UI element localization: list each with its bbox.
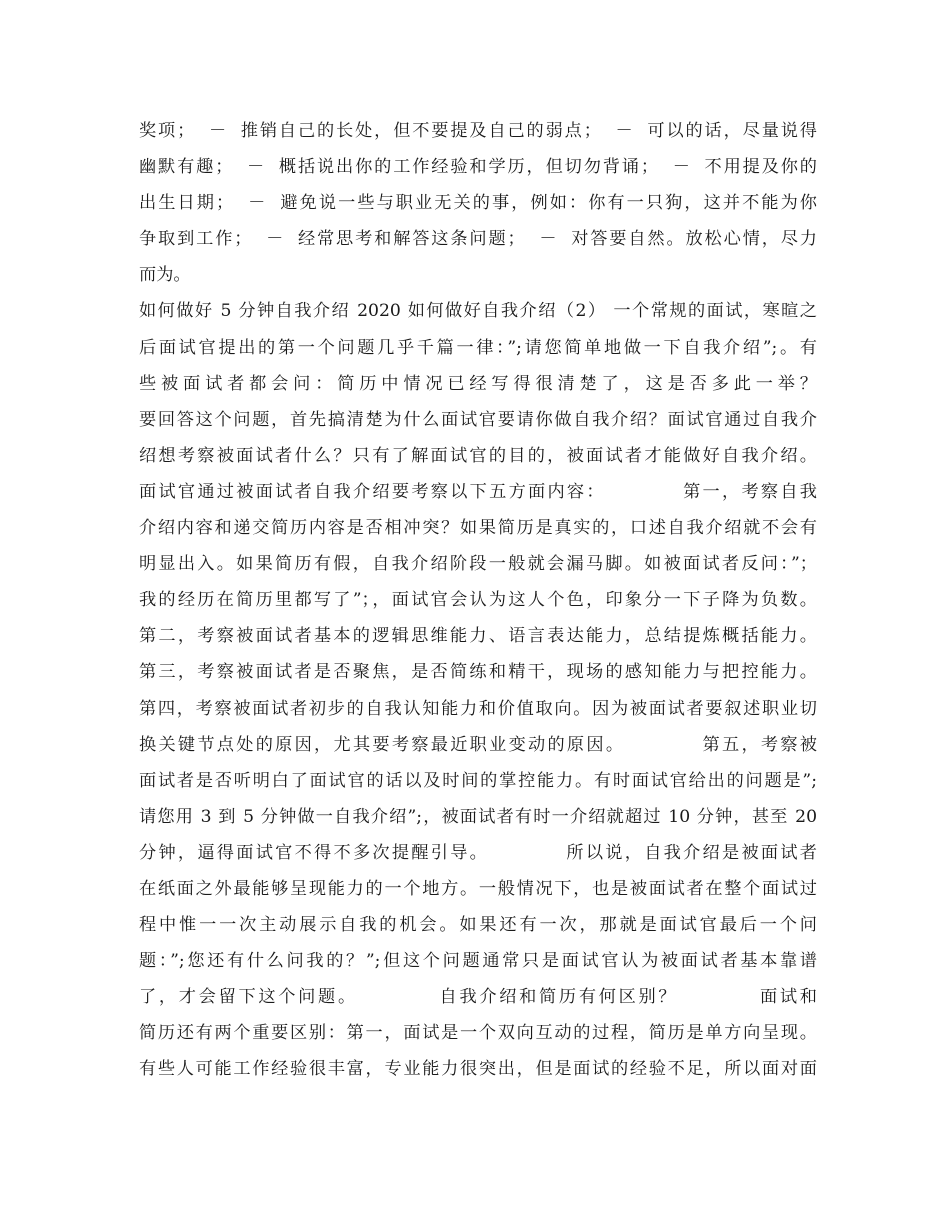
text-line: 第三，考察被面试者是否聚焦，是否简练和精干，现场的感知能力与把控能力。 [139,662,817,683]
text-line: 明显出入。如果简历有假，自我介绍阶段一般就会漏马脚。如被面试者反问：”； [139,554,817,575]
text-line: 后面试官提出的第一个问题几乎千篇一律：”;请您简单地做一下自我介绍”;。有 [139,337,817,358]
text-line: 要回答这个问题，首先搞清楚为什么面试官要请你做自我介绍？面试官通过自我介 [139,409,817,430]
text-line: 我的经历在简历里都写了”；，面试官会认为这人个色，印象分一下子降为负数。 [139,590,817,611]
text-line: 绍想考察被面试者什么？只有了解面试官的目的，被面试者才能做好自我介绍。 [139,445,817,466]
text-line: 面试官通过被面试者自我介绍要考察以下五方面内容： 第一，考察自我 [139,481,817,502]
text-line: 有些人可能工作经验很丰富，专业能力很突出，但是面试的经验不足，所以面对面 [139,1059,817,1080]
text-line: 简历还有两个重要区别：第一，面试是一个双向互动的过程，简历是单方向呈现。 [139,1023,817,1044]
text-line: 而为。 [139,265,191,286]
text-line: 奖项； － 推销自己的长处，但不要提及自己的弱点； － 可以的话，尽量说得 [139,121,817,141]
text-line: 介绍内容和递交简历内容是否相冲突？如果简历是真实的，口述自我介绍就不会有 [139,518,817,539]
text-line: 面试者是否听明白了面试官的话以及时间的掌控能力。有时面试官给出的问题是”; [139,770,817,791]
text-line: 了，才会留下这个问题。 自我介绍和简历有何区别？ 面试和 [139,987,817,1008]
text-line: 争取到工作； － 经常思考和解答这条问题； － 对答要自然。放松心情，尽力 [139,229,817,250]
text-line: 如何做好 5 分钟自我介绍 2020 如何做好自我介绍（2） 一个常规的面试，寒暄之 [139,301,817,322]
text-line: 换关键节点处的原因，尤其要考察最近职业变动的原因。 第五，考察被 [139,734,817,755]
text-line: 请您用 3 到 5 分钟做一自我介绍”;，被面试者有时一介绍就超过 10 分钟，甚至 20 [139,806,817,827]
text-line: 些被面试者都会问：简历中情况已经写得很清楚了，这是否多此一举？ [139,373,817,394]
text-line: 分钟，逼得面试官不得不多次提醒引导。 所以说，自我介绍是被面试者 [139,842,817,863]
text-line: 题：”;您还有什么问我的？”;但这个问题通常只是面试官认为被面试者基本靠谱 [139,951,817,972]
text-line: 第四，考察被面试者初步的自我认知能力和价值取向。因为被面试者要叙述职业切 [139,698,817,719]
text-line: 在纸面之外最能够呈现能力的一个地方。一般情况下，也是被面试者在整个面试过 [139,878,817,899]
text-line: 幽默有趣； － 概括说出你的工作经验和学历，但切勿背诵； － 不用提及你的 [139,157,817,178]
text-line: 第二，考察被面试者基本的逻辑思维能力、语言表达能力，总结提炼概括能力。 [139,626,817,647]
document-body [139,113,817,1088]
text-line: 出生日期； － 避免说一些与职业无关的事，例如：你有一只狗，这并不能为你 [139,193,817,214]
text-line: 程中惟一一次主动展示自我的机会。如果还有一次，那就是面试官最后一个问 [139,915,817,936]
